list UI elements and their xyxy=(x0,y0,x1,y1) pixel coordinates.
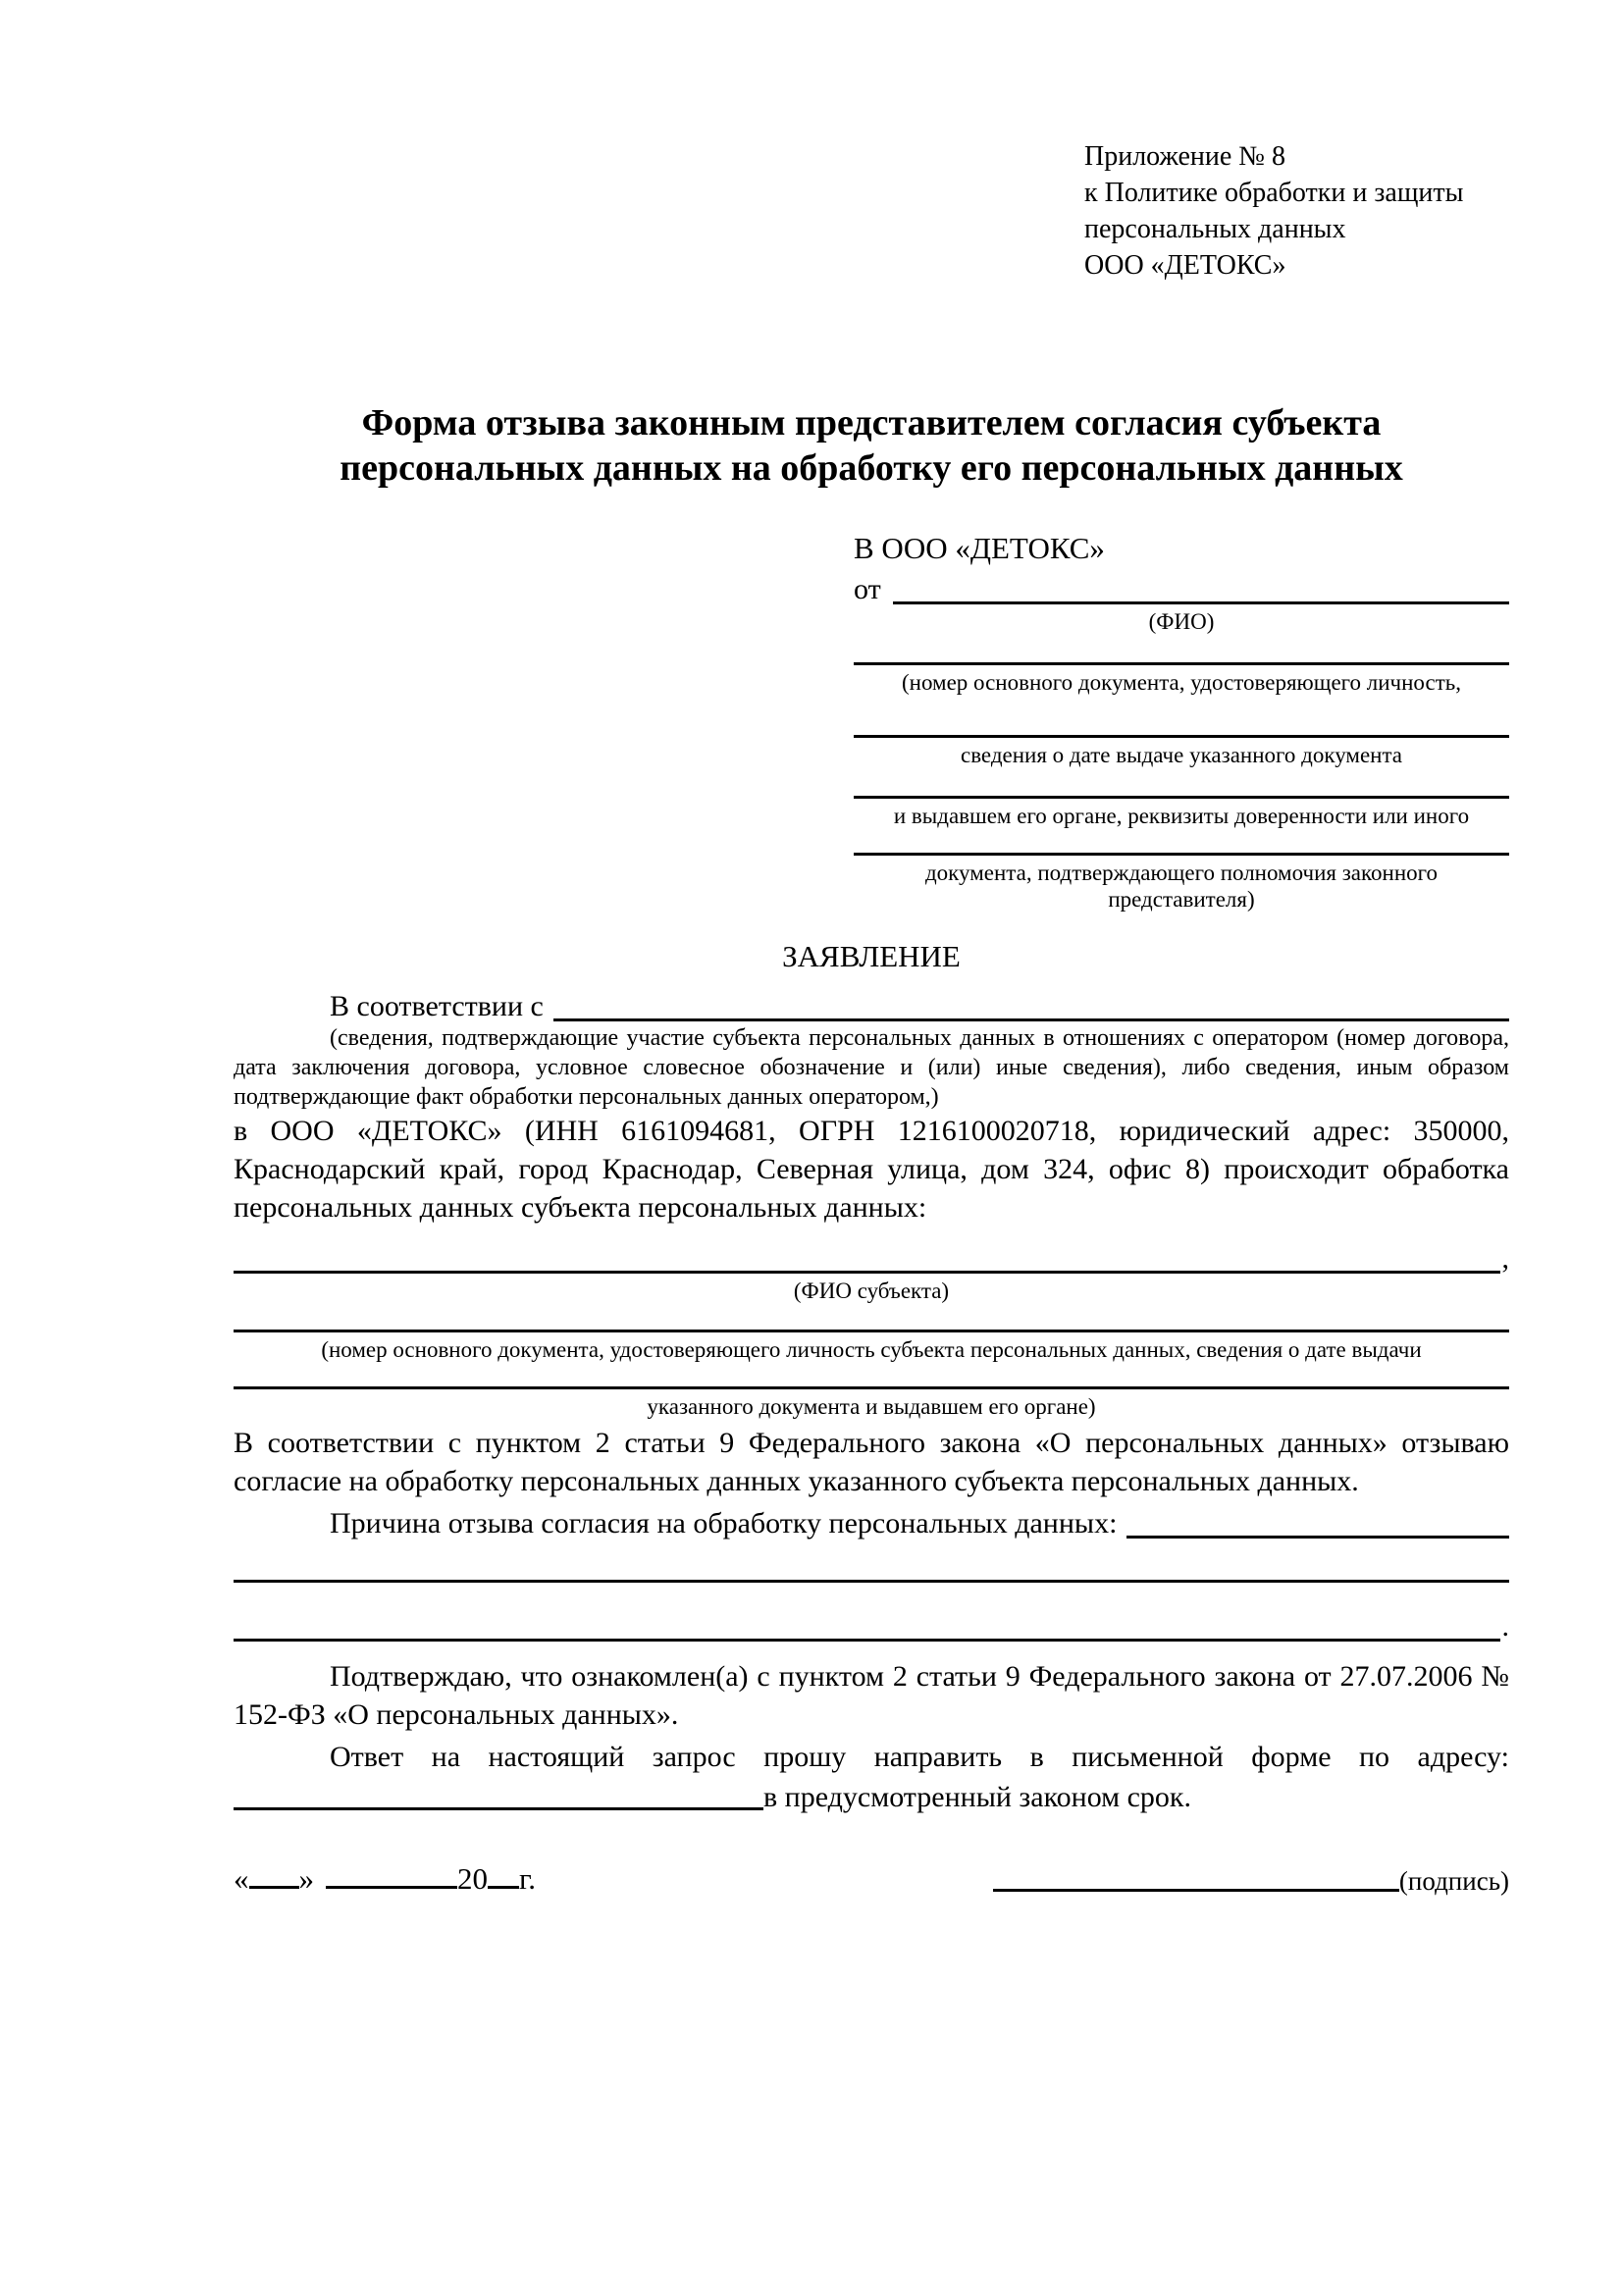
statement-body xyxy=(234,937,1509,1816)
doc-caption: сведения о дате выдаче указанного документа xyxy=(960,743,1403,767)
accordance-blank-line xyxy=(553,1018,1509,1021)
appendix-line: к Политике обработки и защиты xyxy=(1084,178,1464,208)
blank-line-period: . xyxy=(1501,1610,1509,1643)
doc-caption: и выдавшем его органе, реквизиты доверенности или иного xyxy=(893,804,1470,828)
date-day-blank-line xyxy=(249,1882,299,1889)
reason-blank-line-2 xyxy=(234,1580,1509,1583)
reason-row xyxy=(234,1500,1509,1539)
footer xyxy=(234,1860,1509,1898)
date-open-quote: « xyxy=(234,1861,249,1896)
reason-blank-line xyxy=(1126,1536,1509,1539)
accordance-label: В соответствии с xyxy=(330,990,544,1022)
statement-heading: ЗАЯВЛЕНИЕ xyxy=(782,939,961,973)
signature-blank-line xyxy=(993,1885,1399,1892)
doc-caption: документа, подтверждающего полномочия законного представителя) xyxy=(924,861,1438,912)
reply-paragraph: Ответ на настоящий запрос прошу направить в письменной форме по адресу: xyxy=(330,1741,1509,1773)
accordance-row xyxy=(234,984,1509,1021)
subject-doc-blank-line xyxy=(234,1330,1509,1332)
date-year-blank-line xyxy=(488,1882,519,1889)
appendix-line: персональных данных xyxy=(1084,214,1346,244)
date-year-prefix: 20 xyxy=(457,1861,488,1896)
doc-blank-line xyxy=(854,796,1509,799)
document-title xyxy=(234,400,1509,491)
subject-line-comma: , xyxy=(1501,1242,1509,1275)
title-line-1: Форма отзыва законным представителем согласия субъекта xyxy=(361,402,1382,444)
signature-caption: (подпись) xyxy=(1398,1866,1509,1896)
fio-caption: (ФИО) xyxy=(1148,609,1215,634)
subject-fio-caption: (ФИО субъекта) xyxy=(793,1278,950,1303)
reply-tail: в предусмотренный законом срок. xyxy=(763,1781,1191,1813)
reason-blank-row-3 xyxy=(234,1612,1509,1642)
subject-fio-row xyxy=(234,1244,1509,1274)
operator-paragraph: в ООО «ДЕТОКС» (ИНН 6161094681, ОГРН 1216100020718, юридический адрес: 350000, Краснодарский край, город Краснодар, Северная улица, дом 324, офис 8) происходит обработка персональных данных субъекта персональных данных: xyxy=(234,1115,1509,1224)
doc-blank-line xyxy=(854,662,1509,665)
doc-blank-line xyxy=(854,735,1509,738)
doc-blank-line xyxy=(854,853,1509,856)
accordance-caption: (сведения, подтверждающие участие субъекта персональных данных в отношениях с оператором (номер договора, дата заключения договора, условное словесное обозначение и (или) иные сведения), либо сведения, иным образом подтверждающие факт обработки персональных данных оператором,) xyxy=(234,1025,1509,1110)
date-close-quote: » xyxy=(298,1861,314,1896)
subject-doc-caption: (номер основного документа, удостоверяющего личность субъекта персональных данных, сведения о дате выдачи xyxy=(321,1337,1422,1362)
appendix-block xyxy=(1084,138,1463,284)
reply-address-blank-line xyxy=(234,1803,763,1810)
reason-blank-line-3 xyxy=(234,1639,1500,1642)
from-label: от xyxy=(854,573,881,605)
addressee-to: В ООО «ДЕТОКС» xyxy=(854,531,1105,565)
subject-fio-blank-line xyxy=(234,1271,1500,1274)
doc-caption: (номер основного документа, удостоверяющего личность, xyxy=(901,670,1461,695)
subject-doc-blank-line xyxy=(234,1386,1509,1389)
from-row xyxy=(854,573,1509,604)
date-year-suffix: г. xyxy=(519,1861,536,1896)
withdraw-paragraph: В соответствии с пунктом 2 статьи 9 Федерального закона «О персональных данных» отзываю согласие на обработку персональных данных указанного субъекта персональных данных. xyxy=(234,1427,1509,1497)
signature-area xyxy=(993,1865,1509,1898)
reply-row xyxy=(234,1778,1509,1816)
reason-label: Причина отзыва согласия на обработку персональных данных: xyxy=(330,1507,1118,1539)
date-month-blank-line xyxy=(326,1882,457,1889)
addressee-block xyxy=(854,530,1509,913)
fio-blank-line xyxy=(893,601,1509,604)
title-line-2: персональных данных на обработку его персональных данных xyxy=(340,447,1403,489)
appendix-line: ООО «ДЕТОКС» xyxy=(1084,250,1286,281)
confirm-paragraph: Подтверждаю, что ознакомлен(а) с пунктом 2 статьи 9 Федерального закона от 27.07.2006 № 152-ФЗ «О персональных данных». xyxy=(234,1660,1509,1731)
date-line xyxy=(234,1860,536,1898)
appendix-line: Приложение № 8 xyxy=(1084,141,1285,172)
subject-doc-caption: указанного документа и выдавшем его органе) xyxy=(647,1394,1096,1419)
